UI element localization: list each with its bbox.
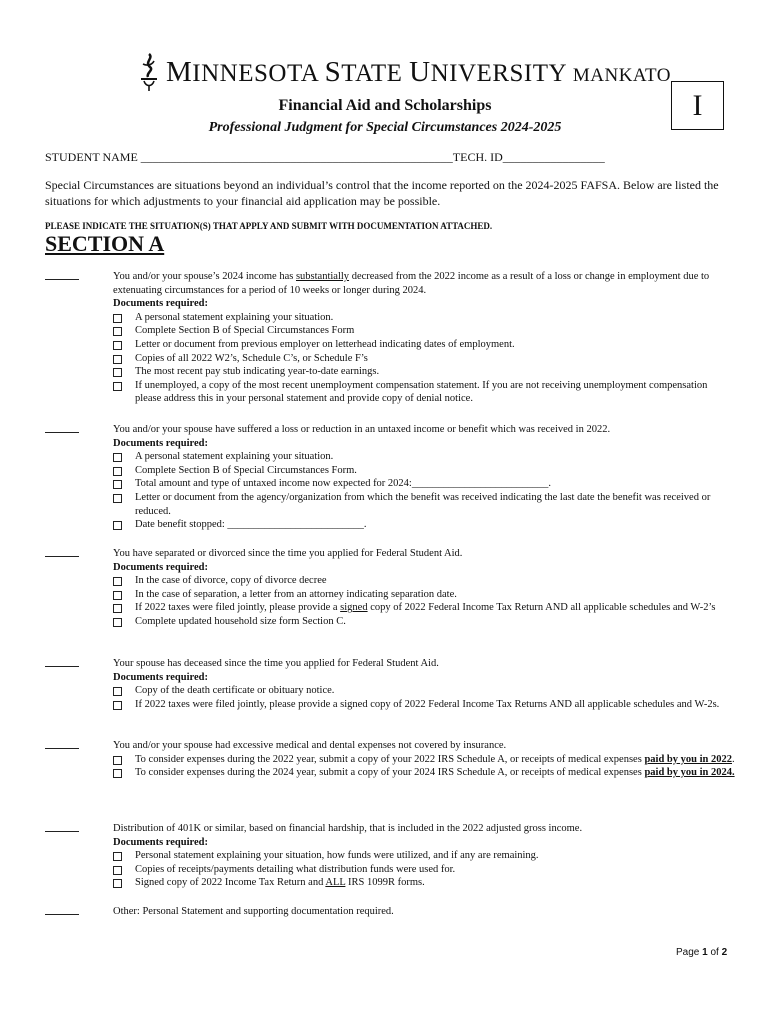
item-description: Distribution of 401K or similar, based on financial hardship, that is included in the 2022 adjusted gross income. — [113, 823, 583, 834]
doc-item: If 2022 taxes were filed jointly, please provide a signed copy of 2022 Federal Income Tax Returns AND all applicable schedules and W-2s. — [113, 698, 735, 712]
student-name-field[interactable]: ____________________________________________________ — [140, 150, 453, 164]
doc-item: Complete Section B of Special Circumstances Form — [113, 324, 735, 338]
check-blank[interactable] — [45, 423, 79, 433]
checkbox-icon[interactable] — [113, 341, 122, 350]
documents-required-label: Documents required: — [113, 671, 208, 683]
doc-item: Copy of the death certificate or obituary notice. — [113, 684, 735, 698]
circumstance-item-untaxed-income — [45, 423, 735, 532]
doc-item: Complete Section B of Special Circumstances Form. — [113, 464, 735, 478]
doc-item: Letter or document from previous employer on letterhead indicating dates of employment. — [113, 338, 735, 352]
item-description: You and/or your spouse have suffered a loss or reduction in an untaxed income or benefit which was received in 2022. — [113, 424, 611, 435]
checkbox-icon[interactable] — [113, 604, 122, 613]
doc-item: If unemployed, a copy of the most recent unemployment compensation statement. If you are not receiving unemployment compensation please address this in your personal statement and provide copy of denial notice. — [113, 379, 735, 406]
checkbox-icon[interactable] — [113, 480, 122, 489]
checkbox-icon[interactable] — [113, 467, 122, 476]
form-letter-box: I — [671, 81, 724, 130]
circumstance-item-separation-divorce — [45, 547, 735, 629]
doc-item: If 2022 taxes were filed jointly, please provide a signed copy of 2022 Federal Income Tax Return AND all applicable schedules and W-2’s — [113, 601, 735, 615]
doc-item: A personal statement explaining your situation. — [113, 311, 735, 325]
student-info-line — [45, 150, 605, 165]
page-title: Financial Aid and Scholarships — [278, 97, 492, 114]
check-blank[interactable] — [45, 822, 79, 832]
documents-required-label: Documents required: — [113, 561, 208, 573]
logo-wordmark: MINNESOTA STATE UNIVERSITY MANKATO — [166, 55, 672, 88]
circumstance-item-medical-expenses — [45, 739, 735, 780]
checkbox-icon[interactable] — [113, 521, 122, 530]
documents-required-label: Documents required: — [113, 298, 208, 310]
checkbox-icon[interactable] — [113, 314, 122, 323]
doc-item: Letter or document from the agency/organization from which the benefit was received indicating the last date the benefit was received or reduced. — [113, 491, 735, 518]
item-description: Your spouse has deceased since the time you applied for Federal Student Aid. — [113, 658, 439, 669]
student-name-label: STUDENT NAME — [45, 150, 138, 164]
page-subtitle: Professional Judgment for Special Circumstances 2024-2025 — [208, 120, 562, 135]
doc-item: Total amount and type of untaxed income now expected for 2024:__________________________. — [113, 477, 735, 491]
circumstance-item-income-decrease — [45, 270, 735, 406]
checkbox-icon[interactable] — [113, 852, 122, 861]
check-blank[interactable] — [45, 547, 79, 557]
doc-item: A personal statement explaining your situation. — [113, 450, 735, 464]
checkbox-icon[interactable] — [113, 591, 122, 600]
tech-id-label: TECH. ID — [452, 150, 503, 164]
doc-item: Signed copy of 2022 Income Tax Return and ALL IRS 1099R forms. — [113, 876, 735, 890]
doc-item: To consider expenses during the 2024 year, submit a copy of your 2024 IRS Schedule A, or receipts of medical expenses paid by you in 2024. — [113, 766, 735, 780]
instruction-text: PLEASE INDICATE THE SITUATION(S) THAT APPLY AND SUBMIT WITH DOCUMENTATION ATTACHED. — [45, 221, 493, 231]
documents-required-label: Documents required: — [113, 437, 208, 449]
checkbox-icon[interactable] — [113, 769, 122, 778]
checkbox-icon[interactable] — [113, 618, 122, 627]
doc-item: Date benefit stopped: __________________________. — [113, 518, 735, 532]
doc-item: Copies of all 2022 W2’s, Schedule C’s, or Schedule F’s — [113, 352, 735, 366]
checkbox-icon[interactable] — [113, 382, 122, 391]
checkbox-icon[interactable] — [113, 494, 122, 503]
doc-item: In the case of separation, a letter from an attorney indicating separation date. — [113, 588, 735, 602]
checkbox-icon[interactable] — [113, 368, 122, 377]
doc-item: Copies of receipts/payments detailing what distribution funds were used for. — [113, 863, 735, 877]
checkbox-icon[interactable] — [113, 756, 122, 765]
item-description: You and/or your spouse’s 2024 income has substantially decreased from the 2022 income as a result of a loss or change in employment due to extenuating circumstances for a period of 10 weeks or longer during 2024. — [113, 271, 710, 296]
circumstance-item-other — [45, 905, 735, 919]
doc-item: The most recent pay stub indicating year-to-date earnings. — [113, 365, 735, 379]
checkbox-icon[interactable] — [113, 879, 122, 888]
item-description: You have separated or divorced since the time you applied for Federal Student Aid. — [113, 548, 463, 559]
checkbox-icon[interactable] — [113, 355, 122, 364]
doc-item: Complete updated household size form Section C. — [113, 615, 735, 629]
doc-item: Personal statement explaining your situation, how funds were utilized, and if any are remaining. — [113, 849, 735, 863]
documents-required-label: Documents required: — [113, 836, 208, 848]
flame-icon — [138, 52, 160, 92]
item-description: Other: Personal Statement and supporting documentation required. — [113, 906, 394, 917]
university-logo — [138, 52, 671, 92]
item-description: You and/or your spouse had excessive medical and dental expenses not covered by insurance. — [113, 740, 507, 751]
doc-item: In the case of divorce, copy of divorce decree — [113, 574, 735, 588]
check-blank[interactable] — [45, 905, 79, 915]
check-blank[interactable] — [45, 270, 79, 280]
checkbox-icon[interactable] — [113, 866, 122, 875]
page-number: Page 1 of 2 — [676, 947, 728, 958]
intro-paragraph: Special Circumstances are situations beyond an individual’s control that the income reported on the 2024-2025 FAFSA. Below are listed the situations for which adjustments to your financial aid application may be possible. — [45, 178, 719, 208]
circumstance-item-spouse-deceased — [45, 657, 735, 711]
check-blank[interactable] — [45, 657, 79, 667]
checkbox-icon[interactable] — [113, 687, 122, 696]
section-title: SECTION A — [45, 231, 165, 256]
check-blank[interactable] — [45, 739, 79, 749]
checkbox-icon[interactable] — [113, 453, 122, 462]
circumstance-item-401k-distribution — [45, 822, 735, 890]
tech-id-field[interactable]: _________________ — [502, 150, 605, 164]
checkbox-icon[interactable] — [113, 327, 122, 336]
doc-item: To consider expenses during the 2022 year, submit a copy of your 2022 IRS Schedule A, or receipts of medical expenses paid by you in 2022. — [113, 753, 735, 767]
checkbox-icon[interactable] — [113, 577, 122, 586]
checkbox-icon[interactable] — [113, 701, 122, 710]
